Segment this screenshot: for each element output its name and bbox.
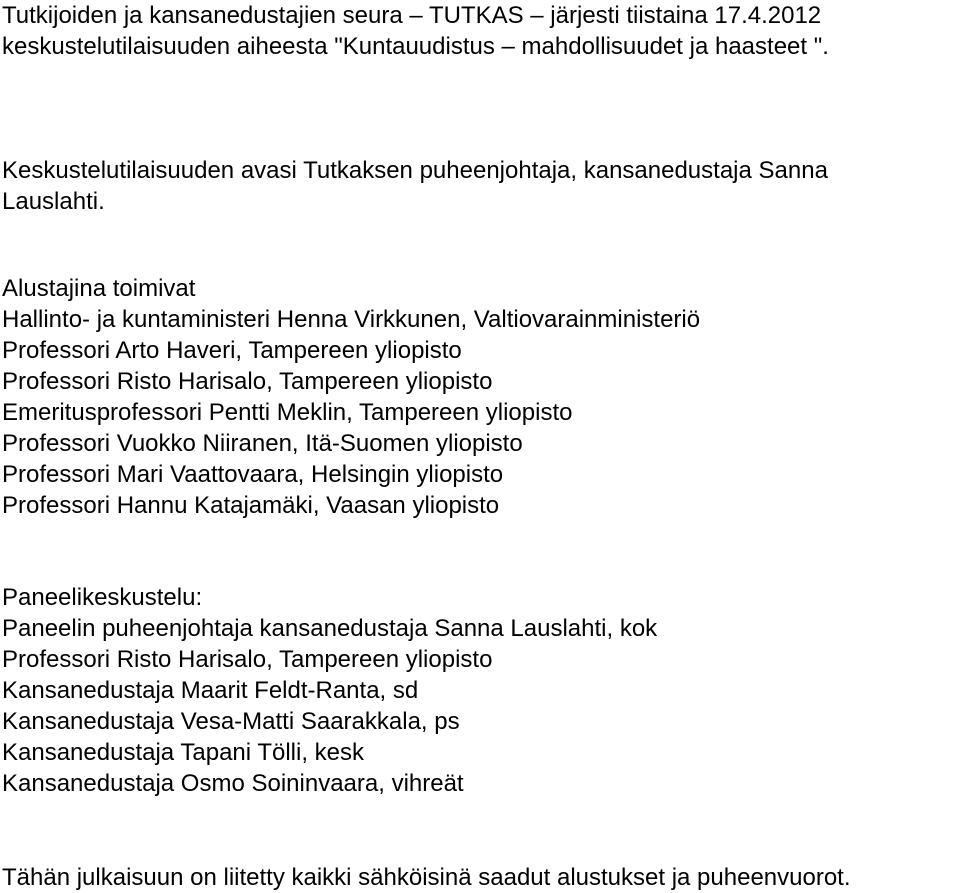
panel-item: Kansanedustaja Vesa-Matti Saarakkala, ps (2, 708, 460, 735)
opening-line-2: Lauslahti. (2, 188, 105, 215)
intro-line-2: keskustelutilaisuuden aiheesta "Kuntauudistus – mahdollisuudet ja haasteet ". (2, 33, 829, 60)
opening-line-1: Keskustelutilaisuuden avasi Tutkaksen puheenjohtaja, kansanedustaja Sanna (2, 157, 828, 184)
speaker-item: Professori Arto Haveri, Tampereen yliopisto (2, 337, 462, 364)
speaker-item: Professori Mari Vaattovaara, Helsingin yliopisto (2, 461, 504, 488)
speaker-item: Professori Vuokko Niiranen, Itä-Suomen yliopisto (2, 430, 523, 457)
speakers-section (2, 273, 958, 521)
panel-item: Professori Risto Harisalo, Tampereen yliopisto (2, 646, 493, 673)
opening-paragraph (2, 155, 958, 217)
speaker-item: Hallinto- ja kuntaministeri Henna Virkkunen, Valtiovarainministeriö (2, 306, 701, 333)
panel-item: Kansanedustaja Tapani Tölli, kesk (2, 739, 365, 766)
intro-line-1: Tutkijoiden ja kansanedustajien seura – TUTKAS – järjesti tiistaina 17.4.2012 (2, 2, 822, 29)
intro-paragraph (2, 0, 958, 62)
speakers-heading: Alustajina toimivat (2, 275, 196, 302)
speaker-item: Professori Risto Harisalo, Tampereen yliopisto (2, 368, 493, 395)
closing-paragraph (2, 862, 958, 893)
panel-section (2, 582, 958, 799)
panel-item: Paneelin puheenjohtaja kansanedustaja Sanna Lauslahti, kok (2, 615, 658, 642)
panel-heading: Paneelikeskustelu: (2, 584, 203, 611)
closing-text: Tähän julkaisuun on liitetty kaikki sähköisinä saadut alustukset ja puheenvuorot. (2, 864, 851, 891)
document-page (2, 0, 958, 893)
panel-item: Kansanedustaja Maarit Feldt-Ranta, sd (2, 677, 419, 704)
panel-item: Kansanedustaja Osmo Soininvaara, vihreät (2, 770, 464, 797)
speaker-item: Emeritusprofessori Pentti Meklin, Tampereen yliopisto (2, 399, 573, 426)
speaker-item: Professori Hannu Katajamäki, Vaasan yliopisto (2, 492, 500, 519)
